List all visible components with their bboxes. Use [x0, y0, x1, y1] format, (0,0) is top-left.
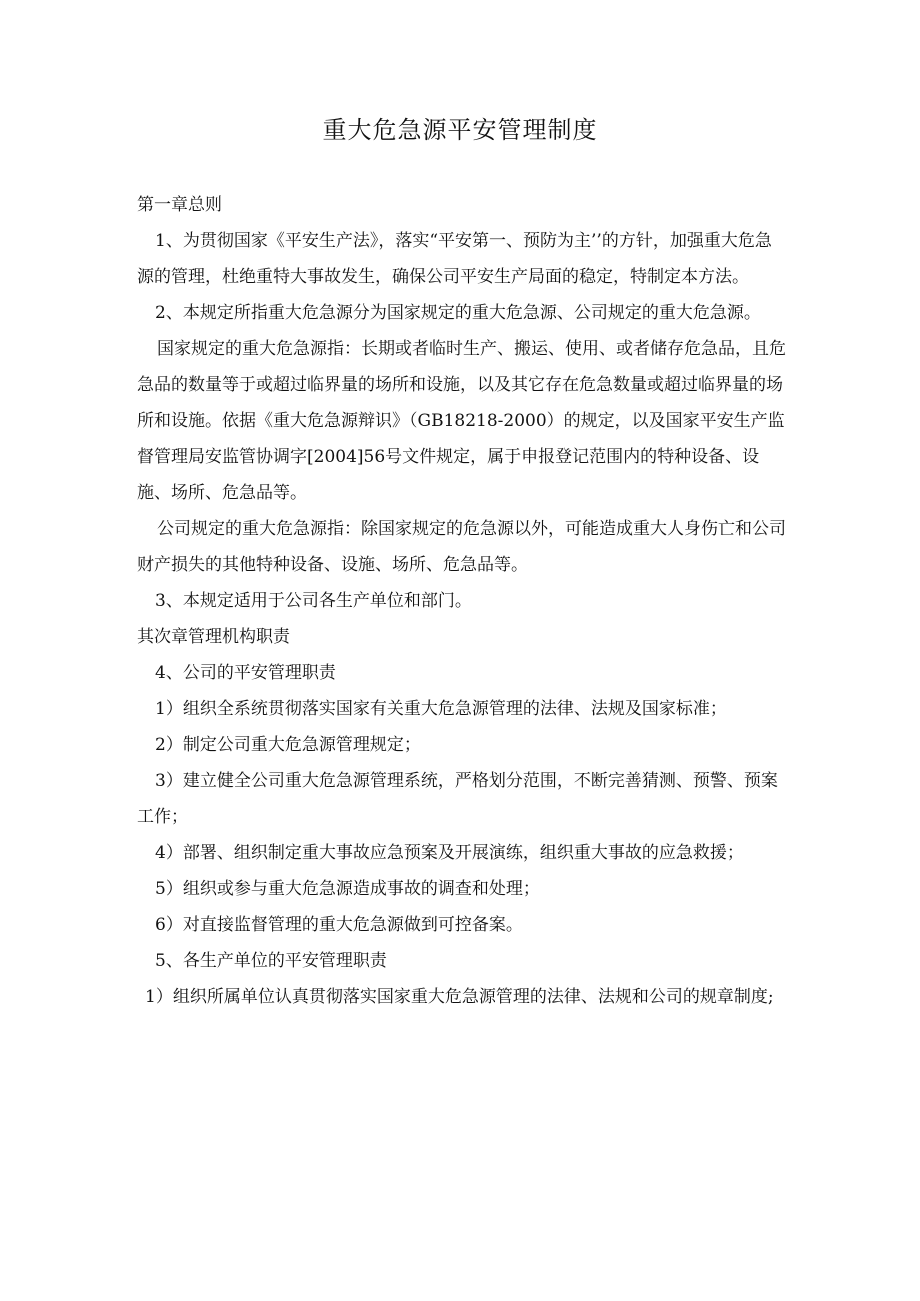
chapter-heading: 第一章总则 — [137, 195, 222, 215]
list-item: 5）组织或参与重大危急源造成事故的调查和处理； — [155, 879, 540, 899]
paragraph: 国家规定的重大危急源指：长期或者临时生产、搬运、使用、或者储存危急品，且危急品的数量等于或超过临界量的场所和设施，以及其它存在危急数量或超过临界量的场所和设施。依据《重大危急源辩识》（GB18218-2000）的规定，以及国家平安生产监督管理局安监管协调字[2004]56号文件规定，属于申报登记范围内的特种设备、设施、场所、危急品等。 — [137, 339, 786, 503]
paragraph: 5、各生产单位的平安管理职责 — [155, 951, 387, 971]
document-body — [137, 187, 787, 1015]
paragraph: 4、公司的平安管理职责 — [155, 663, 336, 683]
paragraph: 3、本规定适用于公司各生产单位和部门。 — [155, 591, 472, 611]
list-item: 1）组织全系统贯彻落实国家有关重大危急源管理的法律、法规及国家标准； — [155, 699, 727, 719]
list-item: 1）组织所属单位认真贯彻落实国家重大危急源管理的法律、法规和公司的规章制度; — [145, 987, 774, 1007]
paragraph: 2、本规定所指重大危急源分为国家规定的重大危急源、公司规定的重大危急源。 — [155, 303, 761, 323]
list-item: 3）建立健全公司重大危急源管理系统，严格划分范围，不断完善猜测、预警、预案工作； — [137, 771, 778, 827]
paragraph: 公司规定的重大危急源指：除国家规定的危急源以外，可能造成重大人身伤亡和公司财产损失的其他特种设备、设施、场所、危急品等。 — [137, 519, 786, 575]
list-item: 2）制定公司重大危急源管理规定； — [155, 735, 421, 755]
paragraph: 1、为贯彻国家《平安生产法》，落实“平安第一、预防为主’’的方针，加强重大危急源的管理，杜绝重特大事故发生，确保公司平安生产局面的稳定，特制定本方法。 — [137, 231, 772, 287]
chapter-heading: 其次章管理机构职责 — [137, 627, 290, 647]
list-item: 4）部署、组织制定重大事故应急预案及开展演练，组织重大事故的应急救援； — [155, 843, 744, 863]
list-item: 6）对直接监督管理的重大危急源做到可控备案。 — [155, 915, 523, 935]
document-title: 重大危急源平安管理制度 — [322, 116, 598, 144]
